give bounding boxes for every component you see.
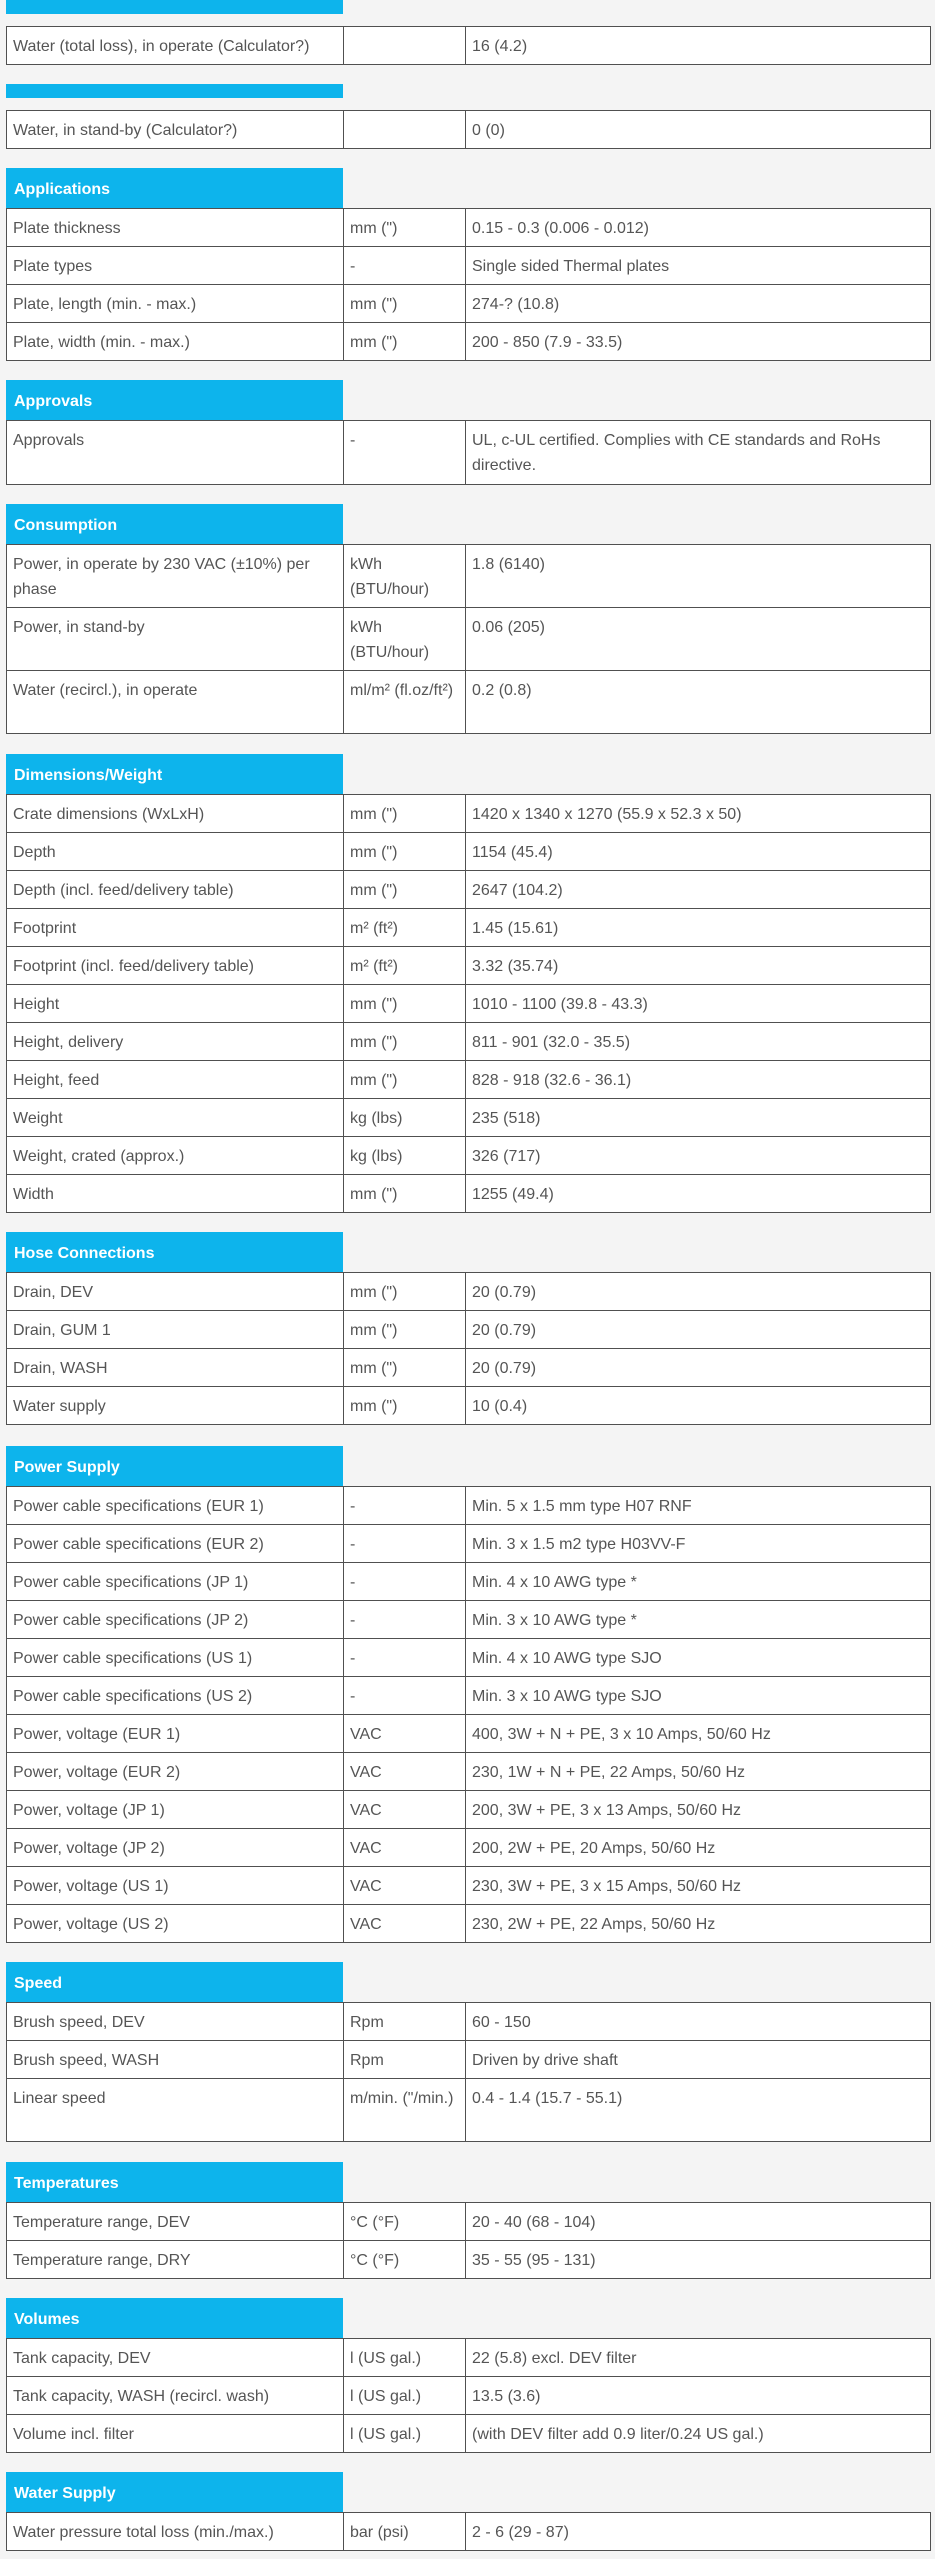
table-row (7, 1137, 931, 1175)
value-cell: 20 (0.79) (466, 1273, 931, 1311)
unit-cell: m² (ft²) (344, 909, 466, 947)
table-row (7, 1563, 931, 1601)
unit-cell: mm (") (344, 833, 466, 871)
property-cell: Weight (7, 1099, 344, 1137)
spec-table (6, 2202, 931, 2279)
property-cell: Power, voltage (EUR 2) (7, 1753, 344, 1791)
section-header: Volumes (6, 2298, 343, 2338)
value-cell: 1.8 (6140) (466, 545, 931, 608)
section-header (6, 84, 343, 98)
property-cell: Depth (7, 833, 344, 871)
table-row (7, 209, 931, 247)
spec-table (6, 26, 931, 65)
table-row (7, 1867, 931, 1905)
value-cell: 20 (0.79) (466, 1311, 931, 1349)
table-row (7, 1715, 931, 1753)
property-cell: Power cable specifications (JP 2) (7, 1601, 344, 1639)
table-row (7, 1349, 931, 1387)
unit-cell: mm (") (344, 871, 466, 909)
unit-cell (344, 111, 466, 149)
table-row (7, 671, 931, 734)
value-cell: Min. 4 x 10 AWG type SJO (466, 1639, 931, 1677)
table-row (7, 247, 931, 285)
unit-cell: - (344, 247, 466, 285)
value-cell: UL, c-UL certified. Complies with CE standards and RoHs directive. (466, 421, 931, 485)
property-cell: Power, voltage (JP 2) (7, 1829, 344, 1867)
unit-cell: kg (lbs) (344, 1137, 466, 1175)
unit-cell: - (344, 1487, 466, 1525)
table-row (7, 421, 931, 485)
unit-cell: VAC (344, 1791, 466, 1829)
property-cell: Brush speed, WASH (7, 2041, 344, 2079)
value-cell: 1.45 (15.61) (466, 909, 931, 947)
table-row (7, 285, 931, 323)
value-cell: 326 (717) (466, 1137, 931, 1175)
property-cell: Drain, GUM 1 (7, 1311, 344, 1349)
section-header: Dimensions/Weight (6, 754, 343, 794)
property-cell: Water supply (7, 1387, 344, 1425)
value-cell: 1255 (49.4) (466, 1175, 931, 1213)
property-cell: Power cable specifications (EUR 1) (7, 1487, 344, 1525)
table-row (7, 2041, 931, 2079)
unit-cell: mm (") (344, 1311, 466, 1349)
unit-cell: mm (") (344, 1387, 466, 1425)
value-cell: Min. 4 x 10 AWG type * (466, 1563, 931, 1601)
property-cell: Tank capacity, DEV (7, 2339, 344, 2377)
unit-cell: kWh (BTU/hour) (344, 608, 466, 671)
unit-cell: mm (") (344, 985, 466, 1023)
table-row (7, 1905, 931, 1943)
unit-cell: m/min. ("/min.) (344, 2079, 466, 2142)
spec-table (6, 110, 931, 149)
table-row (7, 27, 931, 65)
spec-table (6, 2338, 931, 2453)
property-cell: Plate, length (min. - max.) (7, 285, 344, 323)
value-cell: 1154 (45.4) (466, 833, 931, 871)
value-cell: (with DEV filter add 0.9 liter/0.24 US gal.) (466, 2415, 931, 2453)
value-cell: 0.4 - 1.4 (15.7 - 55.1) (466, 2079, 931, 2142)
section-header: Consumption (6, 504, 343, 544)
unit-cell: mm (") (344, 285, 466, 323)
spec-table (6, 794, 931, 1213)
property-cell: Plate types (7, 247, 344, 285)
table-row (7, 1639, 931, 1677)
property-cell: Water (recircl.), in operate (7, 671, 344, 734)
table-row (7, 1061, 931, 1099)
value-cell: 22 (5.8) excl. DEV filter (466, 2339, 931, 2377)
table-row (7, 1829, 931, 1867)
spec-table (6, 1486, 931, 1943)
property-cell: Water (total loss), in operate (Calculator?) (7, 27, 344, 65)
spec-table (6, 208, 931, 361)
unit-cell: mm (") (344, 795, 466, 833)
unit-cell: - (344, 1525, 466, 1563)
spec-table (6, 2512, 931, 2551)
table-row (7, 2513, 931, 2551)
value-cell: 1010 - 1100 (39.8 - 43.3) (466, 985, 931, 1023)
property-cell: Plate thickness (7, 209, 344, 247)
value-cell: 400, 3W + N + PE, 3 x 10 Amps, 50/60 Hz (466, 1715, 931, 1753)
section-header: Water Supply (6, 2472, 343, 2512)
table-row (7, 2003, 931, 2041)
unit-cell: - (344, 421, 466, 485)
table-row (7, 947, 931, 985)
unit-cell: kg (lbs) (344, 1099, 466, 1137)
unit-cell: mm (") (344, 323, 466, 361)
property-cell: Power, in stand-by (7, 608, 344, 671)
section-header: Hose Connections (6, 1232, 343, 1272)
unit-cell: °C (°F) (344, 2241, 466, 2279)
table-row (7, 1023, 931, 1061)
property-cell: Power, in operate by 230 VAC (±10%) per phase (7, 545, 344, 608)
property-cell: Height, delivery (7, 1023, 344, 1061)
table-row (7, 985, 931, 1023)
property-cell: Linear speed (7, 2079, 344, 2142)
value-cell: 200, 3W + PE, 3 x 13 Amps, 50/60 Hz (466, 1791, 931, 1829)
unit-cell: mm (") (344, 1273, 466, 1311)
unit-cell (344, 27, 466, 65)
property-cell: Height (7, 985, 344, 1023)
property-cell: Drain, DEV (7, 1273, 344, 1311)
property-cell: Crate dimensions (WxLxH) (7, 795, 344, 833)
property-cell: Water, in stand-by (Calculator?) (7, 111, 344, 149)
value-cell: 200 - 850 (7.9 - 33.5) (466, 323, 931, 361)
unit-cell: l (US gal.) (344, 2415, 466, 2453)
table-row (7, 833, 931, 871)
table-row (7, 1791, 931, 1829)
table-row (7, 608, 931, 671)
property-cell: Power, voltage (US 1) (7, 1867, 344, 1905)
property-cell: Weight, crated (approx.) (7, 1137, 344, 1175)
value-cell: 13.5 (3.6) (466, 2377, 931, 2415)
table-row (7, 909, 931, 947)
table-row (7, 1677, 931, 1715)
property-cell: Power cable specifications (EUR 2) (7, 1525, 344, 1563)
table-row (7, 1311, 931, 1349)
value-cell: 230, 3W + PE, 3 x 15 Amps, 50/60 Hz (466, 1867, 931, 1905)
unit-cell: mm (") (344, 209, 466, 247)
property-cell: Brush speed, DEV (7, 2003, 344, 2041)
value-cell: Min. 3 x 10 AWG type * (466, 1601, 931, 1639)
value-cell: 2647 (104.2) (466, 871, 931, 909)
table-row (7, 545, 931, 608)
property-cell: Width (7, 1175, 344, 1213)
unit-cell: bar (psi) (344, 2513, 466, 2551)
section-header: Speed (6, 1962, 343, 2002)
value-cell: 0.15 - 0.3 (0.006 - 0.012) (466, 209, 931, 247)
value-cell: 2 - 6 (29 - 87) (466, 2513, 931, 2551)
table-row (7, 2339, 931, 2377)
unit-cell: mm (") (344, 1023, 466, 1061)
property-cell: Footprint (7, 909, 344, 947)
unit-cell: VAC (344, 1715, 466, 1753)
value-cell: 235 (518) (466, 1099, 931, 1137)
table-row (7, 2241, 931, 2279)
value-cell: Min. 5 x 1.5 mm type H07 RNF (466, 1487, 931, 1525)
section-header: Applications (6, 168, 343, 208)
unit-cell: - (344, 1563, 466, 1601)
value-cell: 274-? (10.8) (466, 285, 931, 323)
value-cell: Single sided Thermal plates (466, 247, 931, 285)
table-row (7, 2079, 931, 2142)
unit-cell: m² (ft²) (344, 947, 466, 985)
unit-cell: l (US gal.) (344, 2377, 466, 2415)
value-cell: Driven by drive shaft (466, 2041, 931, 2079)
property-cell: Power, voltage (EUR 1) (7, 1715, 344, 1753)
unit-cell: mm (") (344, 1061, 466, 1099)
table-row (7, 323, 931, 361)
property-cell: Volume incl. filter (7, 2415, 344, 2453)
unit-cell: mm (") (344, 1175, 466, 1213)
property-cell: Power cable specifications (US 1) (7, 1639, 344, 1677)
spec-table (6, 544, 931, 734)
value-cell: 1420 x 1340 x 1270 (55.9 x 52.3 x 50) (466, 795, 931, 833)
section-header: Approvals (6, 380, 343, 420)
value-cell: 0.2 (0.8) (466, 671, 931, 734)
table-row (7, 1387, 931, 1425)
value-cell: 811 - 901 (32.0 - 35.5) (466, 1023, 931, 1061)
table-row (7, 1601, 931, 1639)
unit-cell: VAC (344, 1829, 466, 1867)
value-cell: Min. 3 x 10 AWG type SJO (466, 1677, 931, 1715)
value-cell: 10 (0.4) (466, 1387, 931, 1425)
table-row (7, 2203, 931, 2241)
table-row (7, 1525, 931, 1563)
value-cell: 3.32 (35.74) (466, 947, 931, 985)
unit-cell: ml/m² (fl.oz/ft²) (344, 671, 466, 734)
unit-cell: Rpm (344, 2003, 466, 2041)
property-cell: Depth (incl. feed/delivery table) (7, 871, 344, 909)
property-cell: Water pressure total loss (min./max.) (7, 2513, 344, 2551)
table-row (7, 795, 931, 833)
property-cell: Footprint (incl. feed/delivery table) (7, 947, 344, 985)
property-cell: Height, feed (7, 1061, 344, 1099)
table-row (7, 2415, 931, 2453)
spec-table (6, 420, 931, 485)
unit-cell: - (344, 1677, 466, 1715)
value-cell: 828 - 918 (32.6 - 36.1) (466, 1061, 931, 1099)
property-cell: Power, voltage (US 2) (7, 1905, 344, 1943)
value-cell: 0.06 (205) (466, 608, 931, 671)
unit-cell: l (US gal.) (344, 2339, 466, 2377)
unit-cell: Rpm (344, 2041, 466, 2079)
value-cell: 60 - 150 (466, 2003, 931, 2041)
property-cell: Temperature range, DRY (7, 2241, 344, 2279)
spec-table (6, 1272, 931, 1425)
unit-cell: - (344, 1639, 466, 1677)
table-row (7, 111, 931, 149)
value-cell: 200, 2W + PE, 20 Amps, 50/60 Hz (466, 1829, 931, 1867)
table-row (7, 1487, 931, 1525)
section-header (6, 0, 343, 14)
property-cell: Plate, width (min. - max.) (7, 323, 344, 361)
table-row (7, 1753, 931, 1791)
value-cell: 0 (0) (466, 111, 931, 149)
spec-table (6, 2002, 931, 2142)
unit-cell: VAC (344, 1867, 466, 1905)
value-cell: 16 (4.2) (466, 27, 931, 65)
unit-cell: kWh (BTU/hour) (344, 545, 466, 608)
unit-cell: °C (°F) (344, 2203, 466, 2241)
value-cell: 35 - 55 (95 - 131) (466, 2241, 931, 2279)
property-cell: Approvals (7, 421, 344, 485)
value-cell: 230, 1W + N + PE, 22 Amps, 50/60 Hz (466, 1753, 931, 1791)
value-cell: 20 - 40 (68 - 104) (466, 2203, 931, 2241)
value-cell: Min. 3 x 1.5 m2 type H03VV-F (466, 1525, 931, 1563)
property-cell: Power cable specifications (JP 1) (7, 1563, 344, 1601)
section-header: Temperatures (6, 2162, 343, 2202)
property-cell: Tank capacity, WASH (recircl. wash) (7, 2377, 344, 2415)
unit-cell: - (344, 1601, 466, 1639)
value-cell: 230, 2W + PE, 22 Amps, 50/60 Hz (466, 1905, 931, 1943)
table-row (7, 871, 931, 909)
property-cell: Power cable specifications (US 2) (7, 1677, 344, 1715)
property-cell: Drain, WASH (7, 1349, 344, 1387)
table-row (7, 1273, 931, 1311)
property-cell: Power, voltage (JP 1) (7, 1791, 344, 1829)
unit-cell: VAC (344, 1753, 466, 1791)
table-row (7, 1175, 931, 1213)
section-header: Power Supply (6, 1446, 343, 1486)
table-row (7, 1099, 931, 1137)
table-row (7, 2377, 931, 2415)
unit-cell: mm (") (344, 1349, 466, 1387)
property-cell: Temperature range, DEV (7, 2203, 344, 2241)
value-cell: 20 (0.79) (466, 1349, 931, 1387)
unit-cell: VAC (344, 1905, 466, 1943)
